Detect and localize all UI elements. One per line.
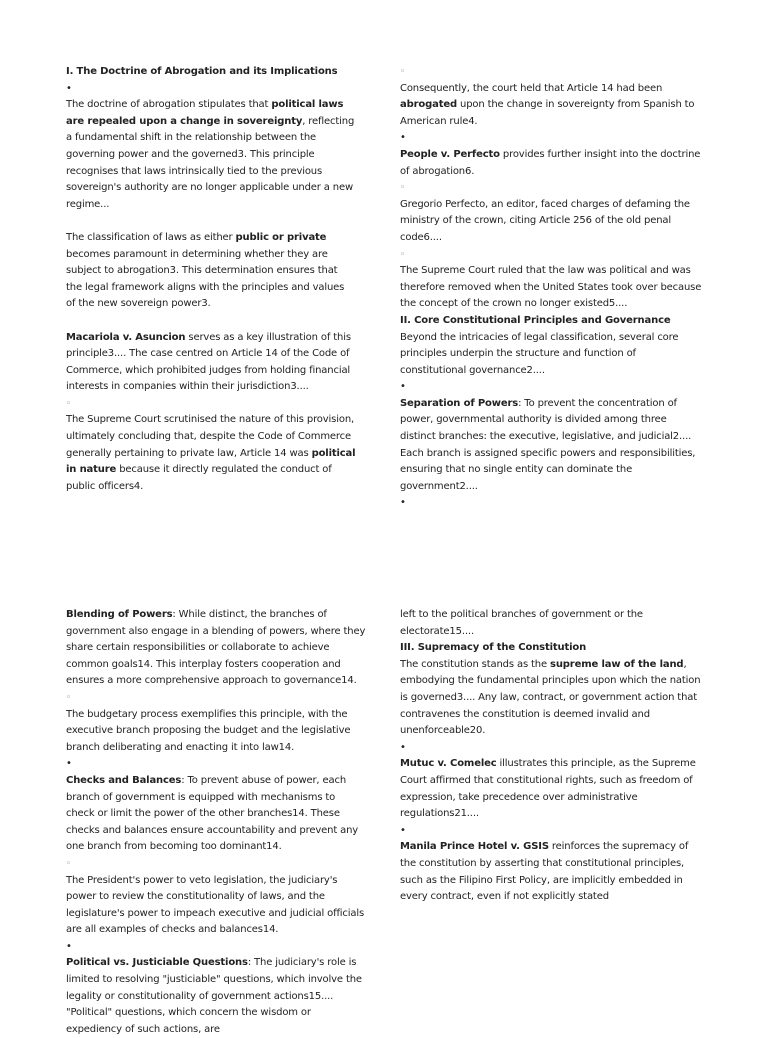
section-heading-abrogation: I. The Doctrine of Abrogation and its Implications — [66, 66, 338, 77]
bold-text: supreme law of the land — [550, 658, 684, 670]
paragraph: The budgetary process exemplifies this principle, with the executive branch proposing the budget and the legislative branch deliberating and enacting it into law14. — [66, 708, 351, 753]
sub-bullet: ◦ — [66, 692, 72, 703]
paragraph: Gregorio Perfecto, an editor, faced charges of defaming the ministry of the crown, citing Article 256 of the old penal code6.... — [400, 198, 690, 243]
text: The constitution stands as the — [400, 658, 551, 670]
text: : To prevent abuse of power, each branch of government is equipped with mechanisms to check or limit the power of the other branches14. These checks and balances ensure accountability and prevent any one branch from becoming too dominant14. — [66, 774, 359, 853]
sub-bullet: ◦ — [400, 249, 406, 260]
paragraph — [400, 657, 705, 740]
bullet: • — [400, 741, 406, 753]
bottom-right-column — [400, 607, 705, 906]
sub-bullet: ◦ — [66, 398, 72, 409]
paragraph — [66, 97, 356, 213]
paragraph — [400, 396, 705, 496]
term: Political vs. Justiciable Questions — [66, 957, 248, 969]
text: : To prevent the concentration of power, governmental authority is divided among three distinct branches: the executive, legislative, and judicial2.... Each branch is assigned specific powers and responsibilities, ensuring that no single entity can dominate the government2.... — [400, 397, 696, 492]
term: Blending of Powers — [66, 609, 173, 620]
case-name: Macariola v. Asuncion — [66, 331, 186, 343]
bold-text: political in nature — [66, 447, 356, 476]
bullet: • — [400, 381, 406, 393]
bullet: • — [400, 824, 406, 836]
bullet: • — [66, 82, 72, 94]
bold-text: political laws are repealed upon a change in sovereignty — [66, 99, 344, 127]
paragraph — [400, 756, 705, 822]
bullet: • — [400, 497, 406, 509]
paragraph — [400, 147, 705, 180]
paragraph: Beyond the intricacies of legal classification, several core principles underpin the structure and function of constitutional governance2.... — [400, 331, 679, 376]
sub-bullet: ◦ — [400, 67, 406, 77]
text: The Supreme Court scrutinised the nature of this provision, ultimately concluding that, despite the Code of Commerce generally pertaining to private law, Article 14 was — [66, 414, 355, 459]
text: illustrates this principle, as the Supreme Court affirmed that constitutional rights, such as freedom of expression, take precedence over administrative regulations21.... — [400, 758, 696, 820]
paragraph — [66, 330, 356, 396]
bullet: • — [66, 940, 72, 952]
section-heading-supremacy: III. Supremacy of the Constitution — [400, 642, 587, 654]
text: : While distinct, the branches of government also engage in a blending of powers, where they share certain responsibilities or collaborate to achieve common goals14. This interplay fosters cooperation and ensures a more comprehensive approach to governance14. — [66, 609, 366, 687]
paragraph — [66, 955, 366, 1038]
case-name: Mutuc v. Comelec — [400, 758, 497, 770]
text: The doctrine of abrogation stipulates that — [66, 99, 272, 111]
case-name: Manila Prince Hotel v. GSIS — [400, 841, 549, 853]
text: reinforces the supremacy of the constitution by asserting that constitutional principles, such as the Filipino First Policy, are implicitly embedded in every contract, even if not explicitly stated — [400, 841, 689, 903]
section-heading-core-principles: II. Core Constitutional Principles and Governance — [400, 314, 671, 326]
paragraph: left to the political branches of government or the electorate15.... — [400, 609, 643, 637]
sub-bullet: ◦ — [66, 858, 72, 869]
sub-bullet: ◦ — [400, 183, 406, 194]
bold-text: abrogated — [400, 99, 457, 111]
term: Checks and Balances — [66, 774, 182, 786]
paragraph: The Supreme Court ruled that the law was political and was therefore removed when the United States took over because the concept of the crown no longer existed5.... — [400, 265, 702, 310]
paragraph — [400, 81, 705, 131]
case-name: People v. Perfecto — [400, 148, 500, 160]
text: upon the change in sovereignty from Spanish to American rule4. — [400, 99, 695, 127]
paragraph — [400, 839, 705, 905]
paragraph — [66, 412, 356, 495]
text: , embodying the fundamental principles upon which the nation is governed3.... Any law, contract, or government action that contravenes the constitution is deemed invalid and unenforceable20. — [400, 658, 701, 737]
text: , reflecting a fundamental shift in the relationship between the governing power and the governed3. This principle recognises that laws intrinsically tied to the previous sovereign's authority are no longer applicable under a new regime... — [66, 115, 355, 210]
paragraph — [66, 607, 366, 690]
top-right-column — [400, 64, 705, 512]
paragraph — [66, 773, 366, 856]
top-left-column — [66, 64, 356, 495]
bottom-left-column — [66, 607, 366, 1038]
text: provides further insight into the doctrine of abrogation6. — [400, 148, 701, 177]
bullet: • — [400, 132, 406, 144]
paragraph: The President's power to veto legislation, the judiciary's power to review the constitutionality of laws, and the legislature's power to impeach executive and judicial officials are all examples of checks and balances14. — [66, 874, 365, 936]
text: Consequently, the court held that Article 14 had been — [400, 82, 663, 94]
text: : The judiciary's role is limited to resolving "justiciable" questions, which involve the legality or constitutionality of government actions15.... "Political" questions, which concern the wisdom or expediency of such actions, are — [66, 957, 362, 1035]
text: serves as a key illustration of this principle3.... The case centred on Article 14 of the Code of Commerce, which prohibited judges from holding financial interests in companies within their jurisdiction3.... — [66, 331, 351, 393]
text: because it directly regulated the conduct of public officers4. — [66, 464, 332, 492]
text: becomes paramount in determining whether they are subject to abrogation3. This determination ensures that the legal framework aligns with the principles and values of the new sovereign power3. — [66, 248, 345, 310]
term: Separation of Powers — [400, 397, 519, 409]
bullet: • — [66, 758, 72, 770]
bold-text: public or private — [235, 231, 327, 243]
paragraph — [66, 230, 356, 313]
text: The classification of laws as either — [66, 231, 236, 243]
